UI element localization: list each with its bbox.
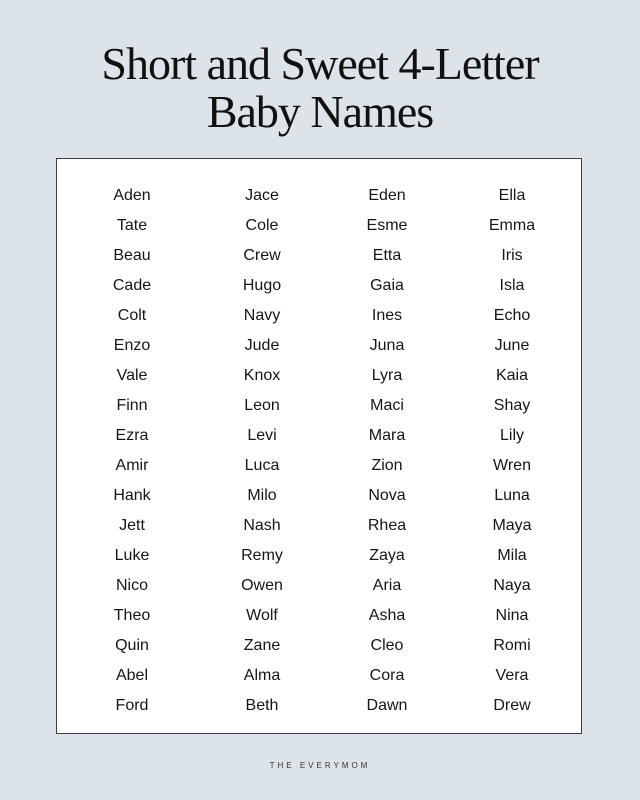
list-item: Zaya (369, 547, 405, 564)
list-item: Finn (116, 397, 148, 414)
list-item: Ines (371, 307, 403, 324)
brand-footer: THE EVERYMOM (269, 761, 371, 770)
list-item: Navy (243, 307, 281, 324)
list-item: Aden (113, 187, 151, 204)
list-item: Luca (244, 457, 280, 474)
list-item: Knox (243, 367, 281, 384)
list-item: Zion (371, 457, 403, 474)
names-column-4 (449, 181, 575, 721)
list-item: Jace (245, 187, 279, 204)
list-item: Crew (243, 247, 281, 264)
list-item: Echo (493, 307, 531, 324)
list-item: Vera (495, 667, 529, 684)
page-title-line-2: Baby Names (206, 86, 434, 137)
list-item: Mila (497, 547, 527, 564)
names-card (56, 158, 582, 734)
list-item: Colt (117, 307, 147, 324)
list-item: Iris (501, 247, 523, 264)
list-item: Levi (247, 427, 277, 444)
list-item: Hank (113, 487, 151, 504)
list-item: Lyra (371, 367, 403, 384)
list-item: Milo (247, 487, 277, 504)
list-item: Alma (243, 667, 281, 684)
list-item: Asha (368, 607, 406, 624)
list-item: Emma (488, 217, 536, 234)
list-item: Cleo (370, 637, 404, 654)
list-item: Theo (113, 607, 151, 624)
list-item: Beau (113, 247, 151, 264)
list-item: Enzo (113, 337, 151, 354)
page-title (0, 40, 640, 136)
list-item: Jett (119, 517, 145, 534)
list-item: Amir (115, 457, 149, 474)
names-column-2 (199, 181, 325, 721)
list-item: Zane (243, 637, 281, 654)
list-item: Tate (116, 217, 148, 234)
list-item: Vale (116, 367, 148, 384)
list-item: Wren (493, 457, 531, 474)
names-grid (65, 181, 575, 721)
list-item: Dawn (366, 697, 408, 714)
names-column-1 (65, 181, 199, 721)
list-item: Esme (366, 217, 408, 234)
list-item: Remy (241, 547, 283, 564)
list-item: Luna (494, 487, 530, 504)
list-item: Beth (245, 697, 279, 714)
list-item: Aria (372, 577, 402, 594)
list-item: Luke (114, 547, 150, 564)
list-item: Owen (241, 577, 283, 594)
list-item: Eden (368, 187, 406, 204)
list-item: Lily (499, 427, 524, 444)
list-item: Juna (369, 337, 405, 354)
list-item: Abel (115, 667, 149, 684)
list-item: Kaia (495, 367, 529, 384)
list-item: Drew (493, 697, 531, 714)
list-item: Leon (244, 397, 280, 414)
list-item: Naya (493, 577, 531, 594)
list-item: Quin (115, 637, 149, 654)
list-item: Cole (245, 217, 279, 234)
list-item: Rhea (367, 517, 407, 534)
list-item: Jude (244, 337, 280, 354)
list-item: Wolf (246, 607, 278, 624)
list-item: Ezra (115, 427, 149, 444)
list-item: Ford (115, 697, 149, 714)
list-item: Hugo (242, 277, 282, 294)
list-item: Ella (498, 187, 526, 204)
list-item: Maci (370, 397, 404, 414)
list-item: Gaia (370, 277, 404, 294)
list-item: Maya (492, 517, 532, 534)
list-item: June (494, 337, 530, 354)
page-title-line-1: Short and Sweet 4-Letter (101, 38, 539, 89)
list-item: Mara (368, 427, 406, 444)
list-item: Shay (493, 397, 531, 414)
list-item: Etta (372, 247, 402, 264)
list-item: Cade (112, 277, 152, 294)
list-item: Nina (495, 607, 529, 624)
list-item: Nico (115, 577, 148, 594)
list-item: Nash (243, 517, 281, 534)
names-column-3 (325, 181, 449, 721)
list-item: Nova (368, 487, 406, 504)
list-item: Cora (369, 667, 405, 684)
list-item: Romi (493, 637, 531, 654)
list-item: Isla (499, 277, 525, 294)
